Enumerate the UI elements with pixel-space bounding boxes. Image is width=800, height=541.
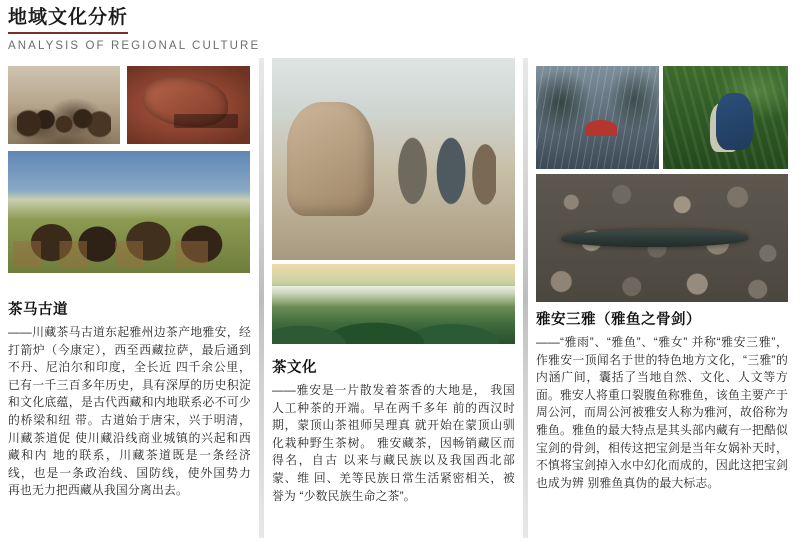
tea-horse-mural-photo — [272, 58, 515, 260]
section-title-tea-culture: 茶文化 — [272, 360, 317, 376]
section-body-tea-horse-road: ——川藏茶马古道东起雅州边茶产地雅安，经打箭炉（今康定），西至西藏拉萨，最后通到不丹、尼泊尔和印度，全长近 四千余公里，已有一千三百多年历史，具有深厚的历史积淀和文化底蕴，是古代西藏和内地联系必不可少的桥梁和纽 带。古道始于唐宋，兴于明清，川藏茶道促 使川藏沿线商业城镇的兴起和西藏和内 地的联系，川藏茶道既是一条经济线，也是一条政治线、国防线，使外国势力 再也无力把西藏从我国分离出去。 — [8, 325, 251, 498]
tea-picker-photo — [663, 66, 788, 169]
section-title-tea-horse-road: 茶马古道 — [8, 302, 68, 318]
section-body-yaan-three-elegances: ——“雅雨”、“雅鱼”、“雅女” 并称“雅安三雅”，作雅安一顶闻名于世的特色地方文化，“三雅”的内涵广间，囊括了当地自然、文化、人文等方面。雅安人将重口裂腹鱼称雅鱼，该鱼主要产于周公河，而周公河被雅安人称为雅河，故俗称为雅鱼。雅鱼的最大特点是其头部内藏有一把酷似宝剑的骨剑，相传这把宝剑是当年女娲补天时，不慎将宝剑掉入水中幻化而成的，因此这把宝剑也成为辨 别雅鱼真伪的最大标志。 — [536, 335, 788, 490]
section-body-tea-culture: ——雅安是一片散发着茶香的大地是， 我国人工种茶的开端。早在两千多年 前的西汉时期，蒙顶山茶祖师吴理真 就开始在蒙顶山驯化栽种野生茶树。 雅安藏茶，因畅销藏区而得名，自古 以来与藏民族以及我国西北部蒙、维 回、羌等民族日常生活紧密相关，被 誉为 “少数民族生命之茶”。 — [272, 383, 515, 503]
page-title: 地域文化分析 — [8, 6, 128, 34]
page-header — [8, 6, 328, 53]
fish-riverbed-photo — [536, 174, 788, 302]
section-title-yaan-three-elegances: 雅安三雅（雅鱼之骨剑） — [536, 312, 701, 328]
column-divider-1 — [259, 58, 264, 538]
column-divider-2 — [523, 58, 528, 538]
horse-caravan-photo — [8, 151, 250, 273]
misty-mountains-photo — [272, 264, 515, 344]
rainy-street-photo — [536, 66, 659, 169]
stone-relief-map-photo — [127, 66, 250, 144]
caravan-people-photo — [8, 66, 120, 144]
page-subtitle: ANALYSIS OF REGIONAL CULTURE — [8, 40, 261, 52]
